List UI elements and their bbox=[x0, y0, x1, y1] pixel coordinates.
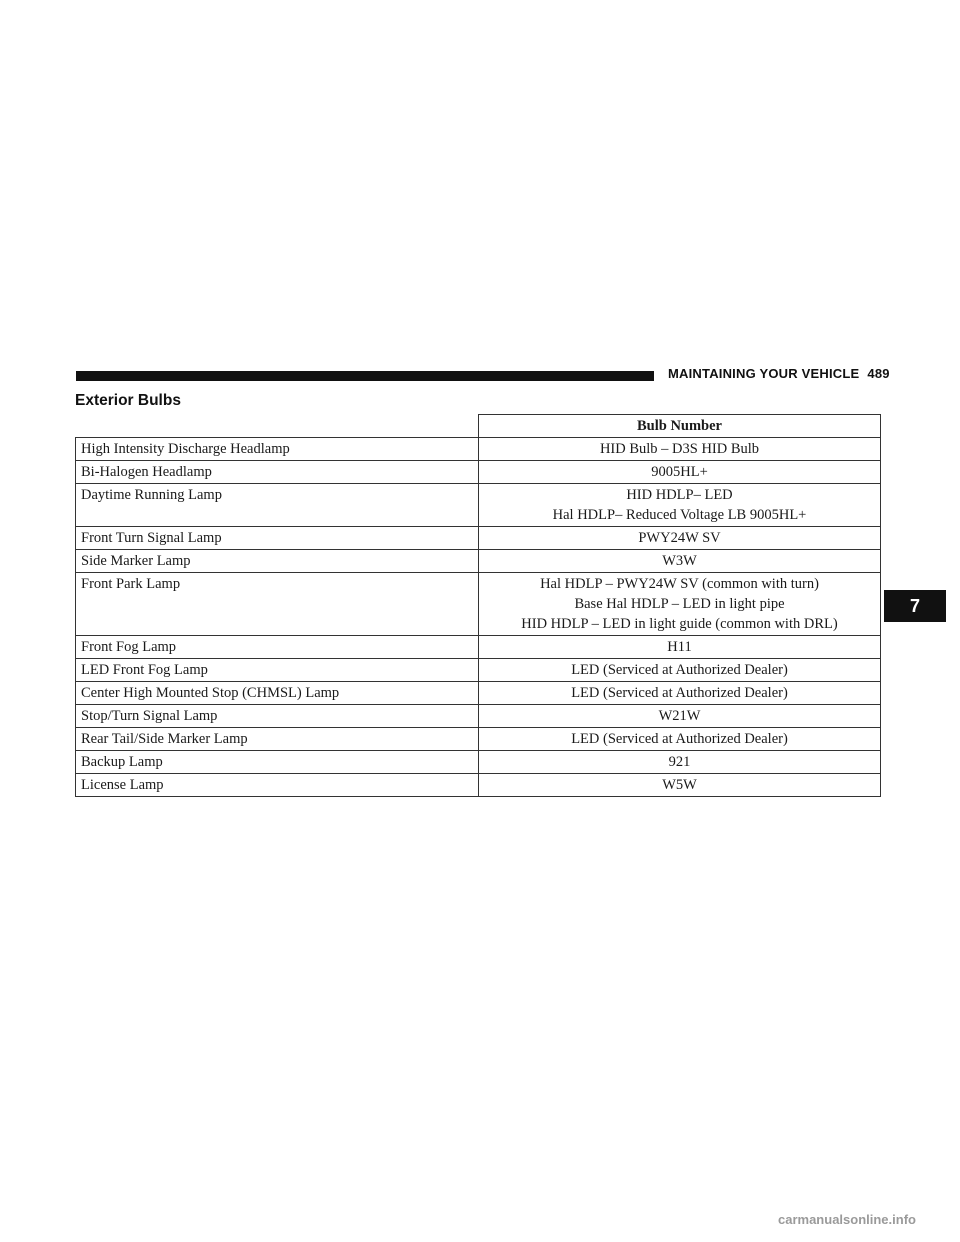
bulb-number: 9005HL+ bbox=[479, 461, 881, 484]
running-header bbox=[668, 366, 890, 381]
lamp-name: Stop/Turn Signal Lamp bbox=[76, 705, 479, 728]
table-row bbox=[76, 728, 881, 751]
lamp-name: Center High Mounted Stop (CHMSL) Lamp bbox=[76, 682, 479, 705]
table-row bbox=[76, 682, 881, 705]
bulb-number: Hal HDLP – PWY24W SV (common with turn) Base Hal HDLP – LED in light pipe HID HDLP – LED in light guide (common with DRL) bbox=[479, 573, 881, 636]
lamp-name: Front Park Lamp bbox=[76, 573, 479, 636]
table-row bbox=[76, 751, 881, 774]
table-row bbox=[76, 774, 881, 797]
lamp-name: Daytime Running Lamp bbox=[76, 484, 479, 527]
column-header-lamp bbox=[76, 415, 479, 438]
bulb-number: W3W bbox=[479, 550, 881, 573]
bulb-number: LED (Serviced at Authorized Dealer) bbox=[479, 682, 881, 705]
lamp-name: Bi-Halogen Headlamp bbox=[76, 461, 479, 484]
header-section: MAINTAINING YOUR VEHICLE bbox=[668, 366, 860, 381]
table-row bbox=[76, 705, 881, 728]
lamp-name: License Lamp bbox=[76, 774, 479, 797]
lamp-name: Backup Lamp bbox=[76, 751, 479, 774]
bulb-table bbox=[75, 414, 881, 797]
table-row bbox=[76, 438, 881, 461]
bulb-number: W5W bbox=[479, 774, 881, 797]
lamp-name: Front Turn Signal Lamp bbox=[76, 527, 479, 550]
lamp-name: Side Marker Lamp bbox=[76, 550, 479, 573]
table-row bbox=[76, 659, 881, 682]
lamp-name: Front Fog Lamp bbox=[76, 636, 479, 659]
footer-watermark-logo: carmanualsonline.info bbox=[778, 1212, 916, 1227]
column-header-bulb-number: Bulb Number bbox=[479, 415, 881, 438]
lamp-name: LED Front Fog Lamp bbox=[76, 659, 479, 682]
section-title: Exterior Bulbs bbox=[75, 392, 181, 409]
bulb-number: LED (Serviced at Authorized Dealer) bbox=[479, 728, 881, 751]
lamp-name: Rear Tail/Side Marker Lamp bbox=[76, 728, 479, 751]
table-row bbox=[76, 484, 881, 527]
table-row bbox=[76, 550, 881, 573]
chapter-tab[interactable]: 7 bbox=[884, 590, 946, 622]
table-row bbox=[76, 461, 881, 484]
page-number: 489 bbox=[867, 366, 890, 381]
bulb-number: LED (Serviced at Authorized Dealer) bbox=[479, 659, 881, 682]
header-rule bbox=[76, 371, 654, 381]
bulb-number: 921 bbox=[479, 751, 881, 774]
table-row bbox=[76, 636, 881, 659]
bulb-number: W21W bbox=[479, 705, 881, 728]
table-header-row bbox=[76, 415, 881, 438]
lamp-name: High Intensity Discharge Headlamp bbox=[76, 438, 479, 461]
table-row bbox=[76, 573, 881, 636]
bulb-number: HID Bulb – D3S HID Bulb bbox=[479, 438, 881, 461]
bulb-number: PWY24W SV bbox=[479, 527, 881, 550]
table-row bbox=[76, 527, 881, 550]
bulb-number: HID HDLP– LED Hal HDLP– Reduced Voltage LB 9005HL+ bbox=[479, 484, 881, 527]
bulb-number: H11 bbox=[479, 636, 881, 659]
